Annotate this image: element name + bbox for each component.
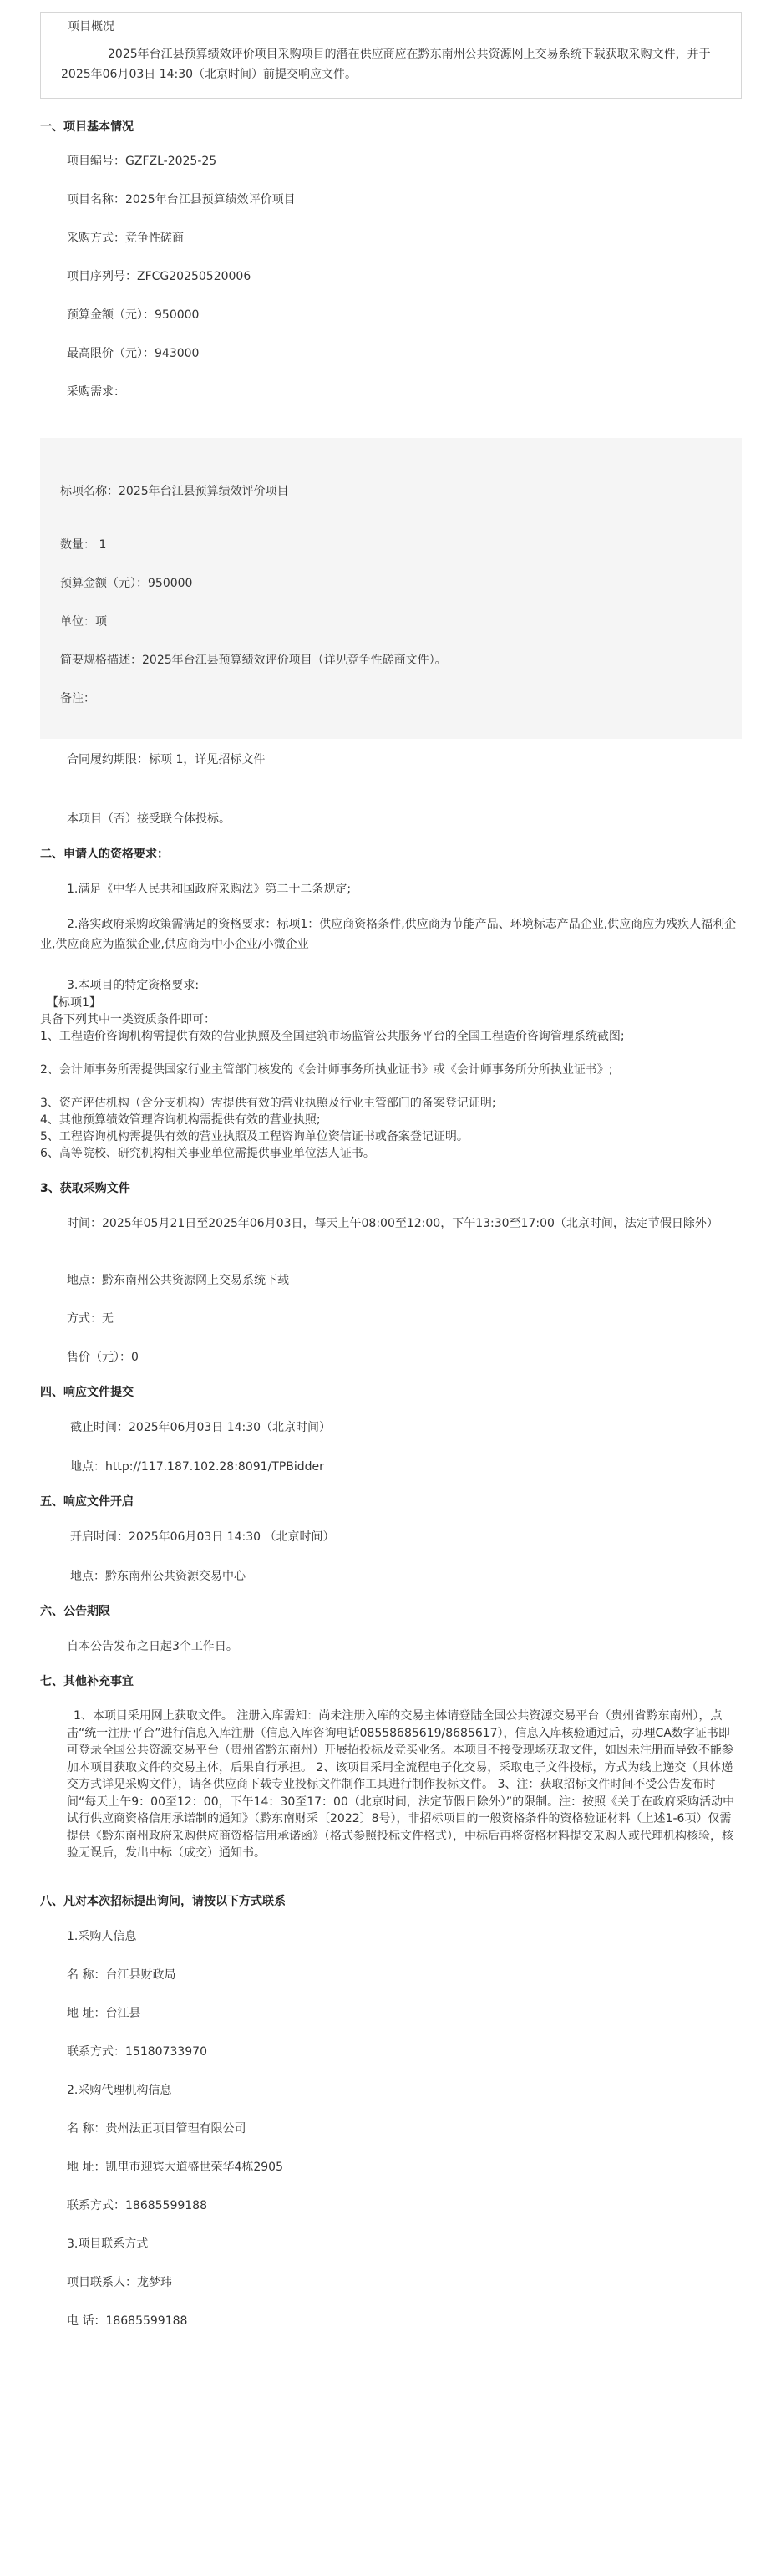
section3-heading: 3、获取采购文件 (40, 1182, 130, 1195)
purchase-requirement: 采购需求： (67, 385, 125, 399)
max-price: 最高限价（元）：943000 (67, 347, 200, 360)
lot-1-label: 【标项1】 (47, 996, 101, 1010)
lot-unit: 单位：项 (60, 615, 107, 629)
project-contact-title: 3.项目联系方式 (67, 2237, 149, 2251)
submission-deadline: 截止时间：2025年06月03日 14:30（北京时间） (70, 1421, 332, 1434)
qualification-q4: 4、其他预算绩效管理咨询机构需提供有效的营业执照; (40, 1113, 321, 1127)
obtain-method: 方式：无 (67, 1312, 114, 1326)
section6-heading: 六、公告期限 (40, 1605, 110, 1618)
consortium-note: 本项目（否）接受联合体投标。 (67, 812, 231, 826)
lot-name: 标项名称：2025年台江县预算绩效评价项目 (60, 485, 289, 498)
purchase-method: 采购方式：竞争性磋商 (67, 232, 184, 245)
section2-heading: 二、申请人的资格要求： (40, 848, 169, 861)
qualification-item-3: 3.本项目的特定资格要求: (67, 979, 200, 992)
qualification-item-2: 2.落实政府采购政策需满足的资格要求：标项1：供应商资格条件,供应商为节能产品、环境标志产品企业,供应商应为残疾人福利企业,供应商应为监狱企业,供应商为中小企业/小微企业 (40, 918, 737, 951)
purchaser-contact: 联系方式：15180733970 (67, 2045, 207, 2059)
lot-detail-box (40, 438, 742, 739)
opening-time: 开启时间：2025年06月03日 14:30 （北京时间） (70, 1530, 335, 1544)
obtain-price: 售价（元）：0 (67, 1351, 139, 1364)
obtain-place: 地点：黔东南州公共资源网上交易系统下载 (67, 1274, 289, 1287)
qualification-q5: 5、工程咨询机构需提供有效的营业执照及工程咨询单位资信证书或备案登记证明。 (40, 1130, 469, 1143)
opening-place: 地点：黔东南州公共资源交易中心 (70, 1570, 246, 1583)
project-serial: 项目序列号：ZFCG20250520006 (67, 270, 251, 283)
section7-heading: 七、其他补充事宜 (40, 1675, 134, 1688)
overview-box (40, 12, 742, 99)
purchaser-address: 地 址：台江县 (67, 2007, 141, 2020)
qualification-item-1: 1.满足《中华人民共和国政府采购法》第二十二条规定; (67, 883, 352, 896)
section1-heading: 一、项目基本情况 (40, 120, 134, 134)
qualification-q1: 1、工程造价咨询机构需提供有效的营业执照及全国建筑市场监管公共服务平台的全国工程造价咨询管理系统截图; (40, 1030, 625, 1043)
lot-budget: 预算金额（元）：950000 (60, 577, 193, 590)
contract-period: 合同履约期限：标项 1，详见招标文件 (67, 753, 266, 766)
announcement-period: 自本公告发布之日起3个工作日。 (67, 1640, 238, 1653)
project-contact-phone: 电 话：18685599188 (67, 2314, 188, 2328)
qualification-intro: 具备下列其中一类资质条件即可： (40, 1013, 216, 1026)
section5-heading: 五、响应文件开启 (40, 1495, 134, 1509)
agency-address: 地 址：凯里市迎宾大道盛世荣华4栋2905 (67, 2161, 283, 2174)
agency-contact: 联系方式：18685599188 (67, 2199, 207, 2212)
submission-place[interactable]: 地点：http://117.187.102.28:8091/TPBidder (70, 1460, 324, 1474)
qualification-q6: 6、高等院校、研究机构相关事业单位需提供事业单位法人证书。 (40, 1147, 375, 1160)
project-name: 项目名称：2025年台江县预算绩效评价项目 (67, 193, 296, 206)
agency-name: 名 称：贵州法正项目管理有限公司 (67, 2122, 246, 2136)
purchaser-title: 1.采购人信息 (67, 1930, 137, 1943)
purchaser-name: 名 称：台江县财政局 (67, 1968, 176, 1982)
project-number: 项目编号：GZFZL-2025-25 (67, 155, 217, 168)
supplementary-notes: 1、本项目采用网上获取文件。 注册入库需知：尚未注册入库的交易主体请登陆全国公共资源交易平台（贵州省黔东南州），点击“统一注册平台”进行信息入库注册（信息入库咨询电话08558685619/8685617），信息入库核验通过后，办理CA数字证书即可登录全国公共资源交易平台（贵州省黔东南州）开展招投标及竞买业务。本项目不接受现场获取文件，如因未注册而导致不能参加本项目获取文件的交易主体，后果自行承担。 2、该项目采用全流程电子化交易，采取电子文件投标，方式为线上递交（具体递交方式详见采购文件），请各供应商下载专业投标文件制作工具进行制作投标文件。 3、注：获取招标文件时间不受公告发布时间“每天上午9：00至12：00，下午14：30至17：00（北京时间，法定节假日除外）”的限制。注：按照《关于在政府采购活动中试行供应商资格信用承诺制的通知》（黔东南财采〔2022〕8号），非招标项目的一般资格条件的资格验证材料（上述1-6项）仅需提供《黔东南州政府采购供应商资格信用承诺函》（格式参照投标文件格式），中标后再将资格材料提交采购人或代理机构核验，核验无误后，发出中标（成交）通知书。 (67, 1709, 735, 1860)
lot-quantity: 数量： 1 (60, 538, 107, 552)
section8-heading: 八、凡对本次招标提出询问，请按以下方式联系 (40, 1895, 286, 1908)
agency-title: 2.采购代理机构信息 (67, 2084, 172, 2097)
section4-heading: 四、响应文件提交 (40, 1386, 134, 1399)
project-contact-person: 项目联系人：龙梦玮 (67, 2276, 172, 2289)
qualification-q2: 2、会计师事务所需提供国家行业主管部门核发的《会计师事务所执业证书》或《会计师事务所分所执业证书》; (40, 1063, 613, 1077)
lot-description: 简要规格描述：2025年台江县预算绩效评价项目（详见竞争性磋商文件）。 (60, 654, 447, 667)
obtain-time: 时间：2025年05月21日至2025年06月03日，每天上午08:00至12:00，下午13:30至17:00（北京时间，法定节假日除外） (67, 1217, 718, 1230)
qualification-q3: 3、资产评估机构（含分支机构）需提供有效的营业执照及行业主管部门的备案登记证明; (40, 1097, 496, 1110)
overview-text: 2025年台江县预算绩效评价项目采购项目的潜在供应商应在黔东南州公共资源网上交易系统下载获取采购文件，并于2025年06月03日 14:30（北京时间）前提交响应文件。 (61, 48, 711, 81)
lot-remark: 备注： (60, 692, 95, 705)
overview-title: 项目概况 (68, 20, 114, 33)
budget-amount: 预算金额（元）：950000 (67, 308, 200, 322)
